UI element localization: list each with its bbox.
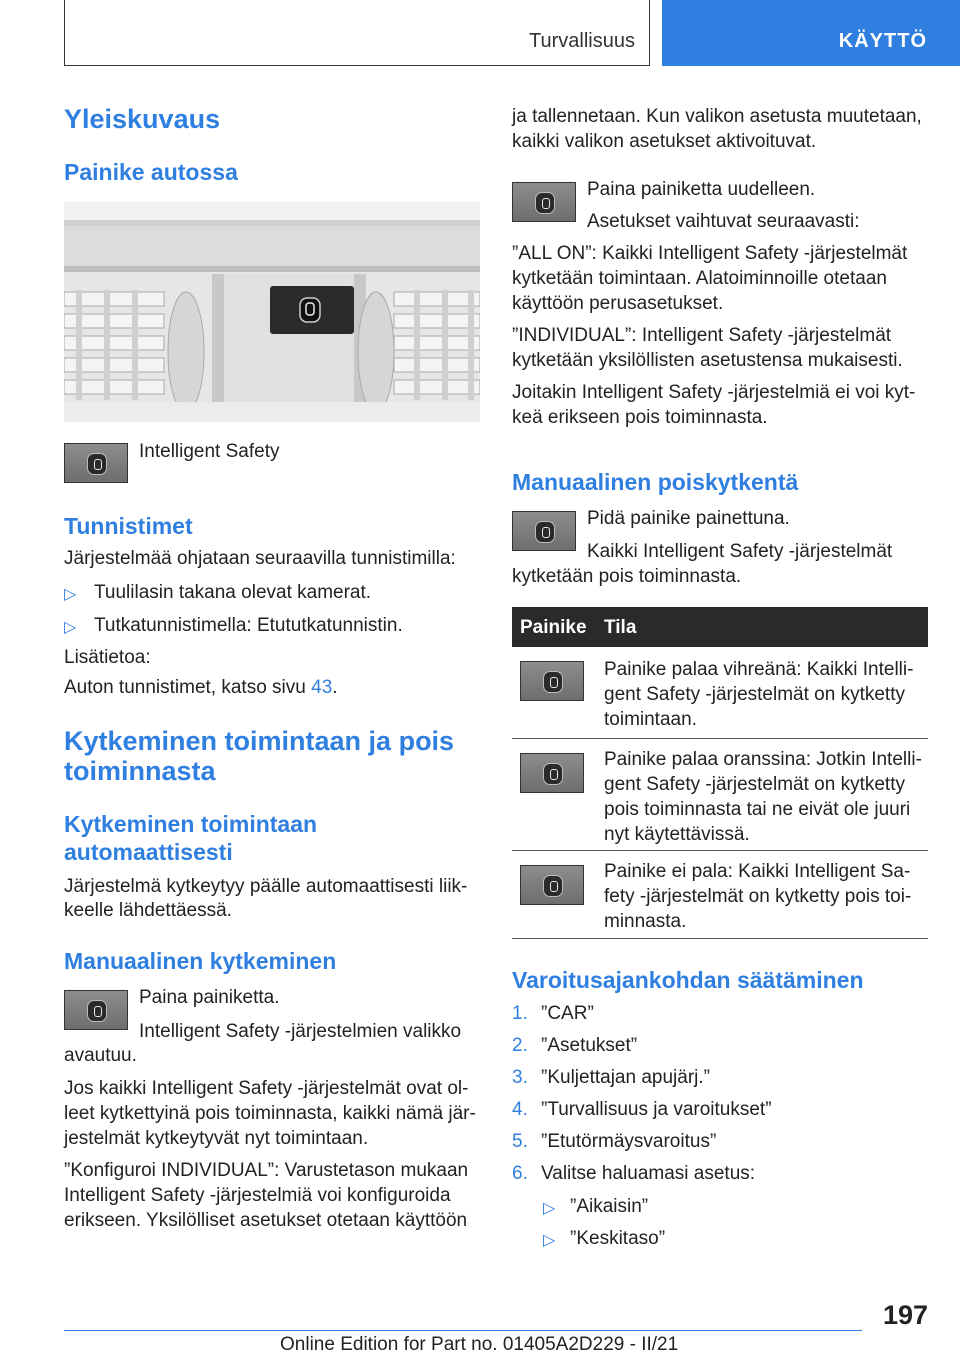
page-link-43[interactable]: 43 xyxy=(311,677,333,698)
table-header xyxy=(512,607,928,647)
footer-edition: Online Edition for Part no. 01405A2D229 - II/21 xyxy=(280,1334,679,1355)
p1-line1: Jos kaikki Intelligent Safety -järjestelmät ovat ol- xyxy=(64,1078,469,1099)
row3-line3: minnasta. xyxy=(604,911,687,932)
step-text: ”Kuljettajan apujärj.” xyxy=(541,1067,710,1088)
off-line1: Kaikki Intelligent Safety -järjestelmät xyxy=(587,541,893,562)
heading-onoff-line2: toiminnasta xyxy=(64,756,216,786)
p2-line3: erikseen. Yksilölliset asetukset otetaan käyttöön xyxy=(64,1210,468,1231)
step-text: ”CAR” xyxy=(541,1003,594,1024)
safety-button-icon xyxy=(512,511,576,551)
more-info-label: Lisätietoa: xyxy=(64,647,151,668)
header-frame xyxy=(64,0,650,66)
heading-onoff-line1: Kytkeminen toimintaan ja pois xyxy=(64,726,455,756)
heading-manual-off: Manuaalinen poiskytkentä xyxy=(512,469,799,495)
table-row xyxy=(512,647,928,739)
step-number: 3. xyxy=(512,1067,528,1088)
bullet-triangle-icon: ▷ xyxy=(64,586,77,603)
cont-line2: kaikki valikon asetukset aktivoituvat. xyxy=(512,131,817,152)
auto-text-line2: keelle lähdettäessä. xyxy=(64,900,232,921)
auto-text-line1: Järjestelmä kytkeytyy päälle automaattisesti liik- xyxy=(64,876,468,897)
heading-manual-on: Manuaalinen kytkeminen xyxy=(64,948,337,974)
row1-line3: toimintaan. xyxy=(604,709,697,730)
row1-line1: Painike palaa vihreänä: Kaikki Intelli- xyxy=(604,659,914,680)
dashboard-photo-drawing xyxy=(64,202,480,422)
manual-press-text: Paina painiketta. xyxy=(139,987,280,1008)
hold-text: Pidä painike painettuna. xyxy=(587,508,790,529)
step-text: ”Turvallisuus ja varoitukset” xyxy=(541,1099,772,1120)
footer-divider xyxy=(64,1330,862,1331)
off-line2: kytketään pois toiminnasta. xyxy=(512,566,742,587)
step-number: 1. xyxy=(512,1003,528,1024)
allon-line2: kytketään toimintaan. Alatoiminnoille otetaan xyxy=(512,268,887,289)
heading-auto-line2: automaattisesti xyxy=(64,839,233,865)
heading-overview: Yleiskuvaus xyxy=(64,104,221,134)
sub-bullet-1: ”Aikaisin” xyxy=(570,1196,649,1217)
manual-menu-line1: Intelligent Safety -järjestelmien valikko xyxy=(139,1021,462,1042)
p1-line2: leet kytkettyinä pois toiminnasta, kaikki nämä jär- xyxy=(64,1103,476,1124)
sensors-bullet-1: Tuulilasin takana olevat kamerat. xyxy=(94,582,372,603)
some-line2: keä erikseen pois toiminnasta. xyxy=(512,407,768,428)
step-number: 2. xyxy=(512,1035,528,1056)
safety-button-off-icon xyxy=(520,865,584,905)
chapter-tab-label: KÄYTTÖ xyxy=(838,30,927,52)
row2-line3: pois toiminnasta tai ne eivät ole juuri xyxy=(604,799,911,820)
bullet-triangle-icon: ▷ xyxy=(64,619,77,636)
p2-line2: Intelligent Safety -järjestelmiä voi konfiguroida xyxy=(64,1185,451,1206)
manual-menu-line2: avautuu. xyxy=(64,1045,137,1066)
step-text: ”Asetukset” xyxy=(541,1035,638,1056)
step-text: Valitse haluamasi asetus: xyxy=(541,1163,756,1184)
some-line1: Joitakin Intelligent Safety -järjestelmiä ei voi kyt- xyxy=(512,382,916,403)
settings-cycle-text: Asetukset vaihtuvat seuraavasti: xyxy=(587,211,860,232)
allon-line3: käyttöön perusasetukset. xyxy=(512,293,724,314)
heading-warning-timing: Varoitusajankohdan säätäminen xyxy=(512,967,864,993)
bullet-triangle-icon: ▷ xyxy=(543,1232,556,1249)
sensors-bullet-2: Tutkatunnistimella: Etututkatunnistin. xyxy=(94,615,403,636)
allon-line1: ”ALL ON”: Kaikki Intelligent Safety -järjestelmät xyxy=(512,243,908,264)
see-page-text: Auton tunnistimet, katso sivu xyxy=(64,677,312,698)
safety-button-icon xyxy=(64,990,128,1030)
safety-button-icon xyxy=(512,182,576,222)
col-header-state: Tila xyxy=(604,617,637,638)
step-number: 4. xyxy=(512,1099,528,1120)
sub-bullet-2: ”Keskitaso” xyxy=(570,1228,666,1249)
chapter-tab[interactable] xyxy=(662,0,960,66)
col-header-button: Painike xyxy=(520,617,587,638)
step-text: ”Etutörmäysvaroitus” xyxy=(541,1131,717,1152)
section-title: Turvallisuus xyxy=(529,30,635,52)
heading-auto-line1: Kytkeminen toimintaan xyxy=(64,811,318,837)
row2-line2: gent Safety -järjestelmät on kytketty xyxy=(604,774,905,795)
safety-button-orange-icon xyxy=(520,753,584,793)
intelligent-safety-label: Intelligent Safety xyxy=(139,441,280,462)
p1-line3: jestelmät kytkeytyvät nyt toimintaan. xyxy=(64,1128,369,1149)
indiv-line2: kytketään yksilöllisten asetustensa mukaisesti. xyxy=(512,350,903,371)
see-page-suffix: . xyxy=(332,677,338,698)
safety-button-green-icon xyxy=(520,661,584,701)
p2-line1: ”Konfiguroi INDIVIDUAL”: Varustetason mukaan xyxy=(64,1160,469,1181)
press-again-text: Paina painiketta uudelleen. xyxy=(587,179,816,200)
row2-line4: nyt käytettävissä. xyxy=(604,824,750,845)
indiv-line1: ”INDIVIDUAL”: Intelligent Safety -järjestelmät xyxy=(512,325,892,346)
page-number: 197 xyxy=(882,1300,928,1330)
step-number: 5. xyxy=(512,1131,528,1152)
see-page-line xyxy=(64,675,338,701)
row3-line2: fety -järjestelmät on kytketty pois toi- xyxy=(604,886,912,907)
step-number: 6. xyxy=(512,1163,528,1184)
cont-line1: ja tallennetaan. Kun valikon asetusta muutetaan, xyxy=(512,106,922,127)
bullet-triangle-icon: ▷ xyxy=(543,1200,556,1217)
sensors-intro: Järjestelmää ohjataan seuraavilla tunnistimilla: xyxy=(64,548,456,569)
row2-line1: Painike palaa oranssina: Jotkin Intelli- xyxy=(604,749,922,770)
table-row xyxy=(512,739,928,851)
heading-sensors: Tunnistimet xyxy=(64,513,193,539)
row1-line2: gent Safety -järjestelmät on kytketty xyxy=(604,684,905,705)
dashboard-photo xyxy=(64,202,480,422)
table-row xyxy=(512,851,928,939)
intelligent-safety-button-icon xyxy=(64,443,128,483)
heading-button-in-car: Painike autossa xyxy=(64,159,238,185)
status-table xyxy=(512,607,928,939)
row3-line1: Painike ei pala: Kaikki Intelligent Sa- xyxy=(604,861,911,882)
